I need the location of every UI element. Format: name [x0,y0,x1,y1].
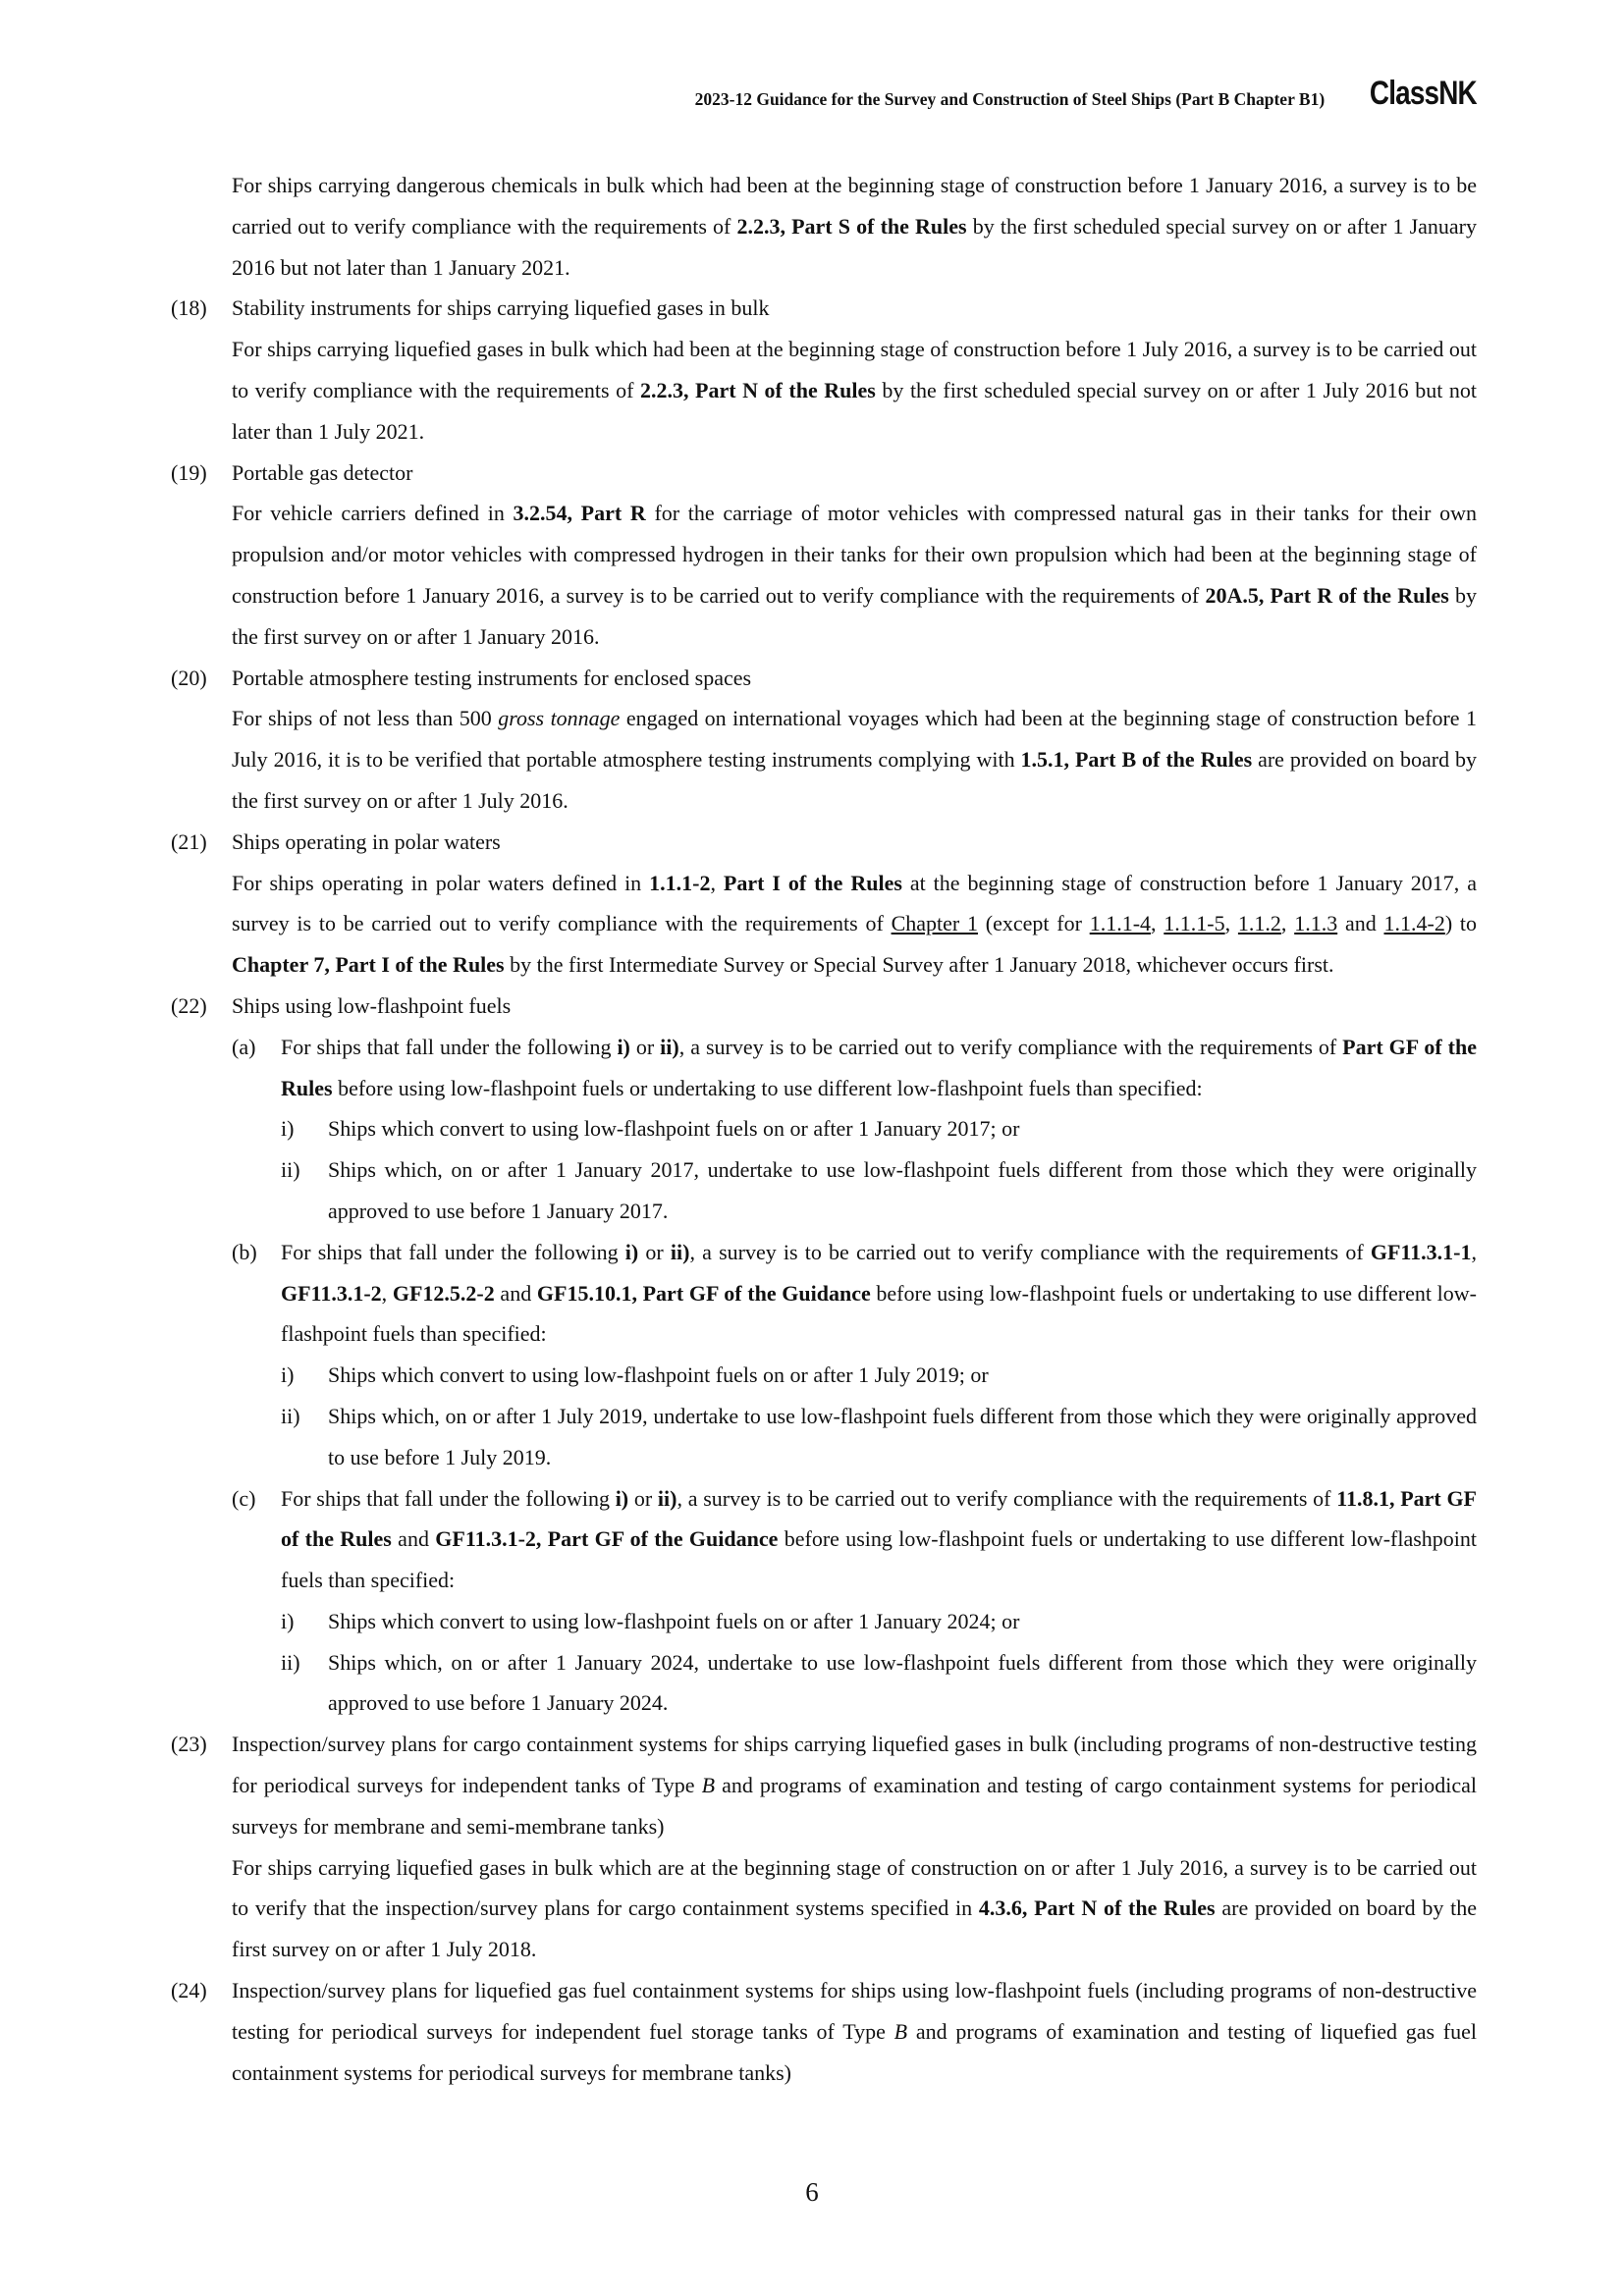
page-header [695,75,1477,113]
item-22-a-ii [171,1149,1477,1232]
sub-body: For ships that fall under the following i) or ii), a survey is to be carried out to verify compliance with the requirements of GF11.3.1-1, GF11.3.1-2, GF12.5.2-2 and GF15.10.1, Part GF of the Guidance before using low-flashpoint fuels or undertaking to use different low-flashpoint fuels than specified: [281,1239,1478,1347]
item-body: For ships carrying liquefied gases in bulk which had been at the beginning stage of construction before 1 July 2016, a survey is to be carried out to verify compliance with the requirements of 2.2.3, Part N of the Rules by the first scheduled special survey on or after 1 July 2016 but not later than 1 July 2021. [232,337,1477,444]
item-body: For ships operating in polar waters defined in 1.1.1-2, Part I of the Rules at the beginning stage of construction before 1 January 2017, a survey is to be carried out to verify compliance with the requirements of Chapter 1 (except for 1.1.1-4, 1.1.1-5, 1.1.2, 1.1.3 and 1.1.4-2) to Chapter 7, Part I of the Rules by the first Intermediate Survey or Special Survey after 1 January 2018, whichever occurs first. [232,870,1478,978]
item-heading: Stability instruments for ships carrying liquefied gases in bulk [232,295,770,321]
document-body [171,165,1477,2093]
roman-body: Ships which, on or after 1 January 2024, undertake to use low-flashpoint fuels different from those which they were originally approved to use before 1 January 2024. [328,1649,1477,1716]
sub-body: For ships that fall under the following i) or ii), a survey is to be carried out to verify compliance with the requirements of 11.8.1, Part GF of the Rules and GF11.3.1-2, Part GF of the Guidance before using low-flashpoint fuels or undertaking to use different low-flashpoint fuels than specified: [281,1485,1478,1593]
chapter-1-link[interactable]: Chapter 1 [891,911,978,936]
roman-body: Ships which convert to using low-flashpoint fuels on or after 1 January 2024; or [328,1608,1020,1633]
roman-body: Ships which convert to using low-flashpoint fuels on or after 1 July 2019; or [328,1362,989,1388]
item-23 [171,1724,1477,1970]
item-18 [171,288,1477,452]
item-22-c-i [171,1601,1477,1642]
item-number: (18) [171,295,207,321]
ref-1-1-1-4-link[interactable]: 1.1.1-4 [1089,911,1152,936]
ref-1-1-1-5-link[interactable]: 1.1.1-5 [1164,911,1225,936]
item-22-b [171,1232,1477,1355]
item-heading: Inspection/survey plans for liquefied gas fuel containment systems for ships using low-flashpoint fuels (including programs of non-destructive testing for periodical surveys for independent fuel storage tanks of Type B and programs of examination and testing of liquefied gas fuel containment systems for periodical surveys for membrane tanks) [232,1978,1477,2085]
item-body: For vehicle carriers defined in 3.2.54, Part R for the carriage of motor vehicles with compressed natural gas in their tanks for their own propulsion and/or motor vehicles with compressed hydrogen in their tanks for their own propulsion which had been at the beginning stage of construction before 1 January 2016, a survey is to be carried out to verify compliance with the requirements of 20A.5, Part R of the Rules by the first survey on or after 1 January 2016. [232,501,1478,649]
roman-label: i) [281,1116,295,1142]
roman-label: i) [281,1608,295,1633]
item-heading: Portable atmosphere testing instruments for enclosed spaces [232,665,752,690]
item-22 [171,986,1477,1027]
item-22-a-i [171,1108,1477,1149]
ref-1-1-4-2-link[interactable]: 1.1.4-2 [1383,911,1445,936]
item-number: (22) [171,992,207,1018]
item-heading: Ships operating in polar waters [232,828,501,854]
ref-1-1-3-link[interactable]: 1.1.3 [1294,911,1338,936]
classnk-logo: ClassNK [1370,75,1477,112]
item-number: (20) [171,665,207,690]
item-20 [171,658,1477,822]
item-heading: Inspection/survey plans for cargo containment systems for ships carrying liquefied gases in bulk (including programs of non-destructive testing for periodical surveys for independent tanks of Type B and programs of examination and testing of cargo containment systems for periodical surveys for membrane and semi-membrane tanks) [232,1732,1478,1839]
roman-body: Ships which, on or after 1 July 2019, undertake to use low-flashpoint fuels different from those which they were originally approved to use before 1 July 2019. [328,1403,1477,1469]
item-22-b-ii [171,1396,1477,1478]
sub-body: For ships that fall under the following i) or ii), a survey is to be carried out to verify compliance with the requirements of Part GF of the Rules before using low-flashpoint fuels or undertaking to use different low-flashpoint fuels than specified: [281,1034,1478,1100]
ref-1-1-2-link[interactable]: 1.1.2 [1237,911,1281,936]
item-22-a [171,1027,1477,1109]
roman-body: Ships which, on or after 1 January 2017, undertake to use low-flashpoint fuels different from those which they were originally approved to use before 1 January 2017. [328,1157,1477,1223]
item-22-c [171,1478,1477,1601]
item-number: (24) [171,1978,207,2003]
item-22-c-ii [171,1642,1477,1725]
sub-label: (b) [232,1239,257,1264]
item-heading: Portable gas detector [232,459,413,485]
roman-label: ii) [281,1403,300,1428]
item-number: (23) [171,1732,207,1757]
item-22-b-i [171,1355,1477,1396]
sub-label: (c) [232,1485,256,1511]
sub-label: (a) [232,1034,256,1059]
item-19 [171,453,1477,658]
item-number: (21) [171,828,207,854]
item-number: (19) [171,459,207,485]
roman-label: ii) [281,1649,300,1675]
page-number: 6 [805,2177,819,2207]
item-heading: Ships using low-flashpoint fuels [232,992,512,1018]
item-24 [171,1970,1477,2093]
header-title: 2023-12 Guidance for the Survey and Construction of Steel Ships (Part B Chapter B1) [694,89,1326,109]
item-body: For ships carrying liquefied gases in bulk which are at the beginning stage of construction on or after 1 July 2016, a survey is to be carried out to verify that the inspection/survey plans for cargo containment systems specified in 4.3.6, Part N of the Rules are provided on board by the first survey on or after 1 July 2018. [232,1854,1477,1962]
continuation-paragraph: For ships carrying dangerous chemicals in bulk which had been at the beginning stage of construction before 1 January 2016, a survey is to be carried out to verify compliance with the requirements of 2.2.3, Part S of the Rules by the first scheduled special survey on or after 1 January 2016 but not later than 1 January 2021. [232,173,1478,280]
roman-label: ii) [281,1157,300,1183]
roman-body: Ships which convert to using low-flashpoint fuels on or after 1 January 2017; or [328,1116,1020,1142]
roman-label: i) [281,1362,295,1388]
item-21 [171,822,1477,986]
item-body: For ships of not less than 500 gross tonnage engaged on international voyages which had been at the beginning stage of construction before 1 July 2016, it is to be verified that portable atmosphere testing instruments complying with 1.5.1, Part B of the Rules are provided on board by the first survey on or after 1 July 2016. [232,706,1478,813]
